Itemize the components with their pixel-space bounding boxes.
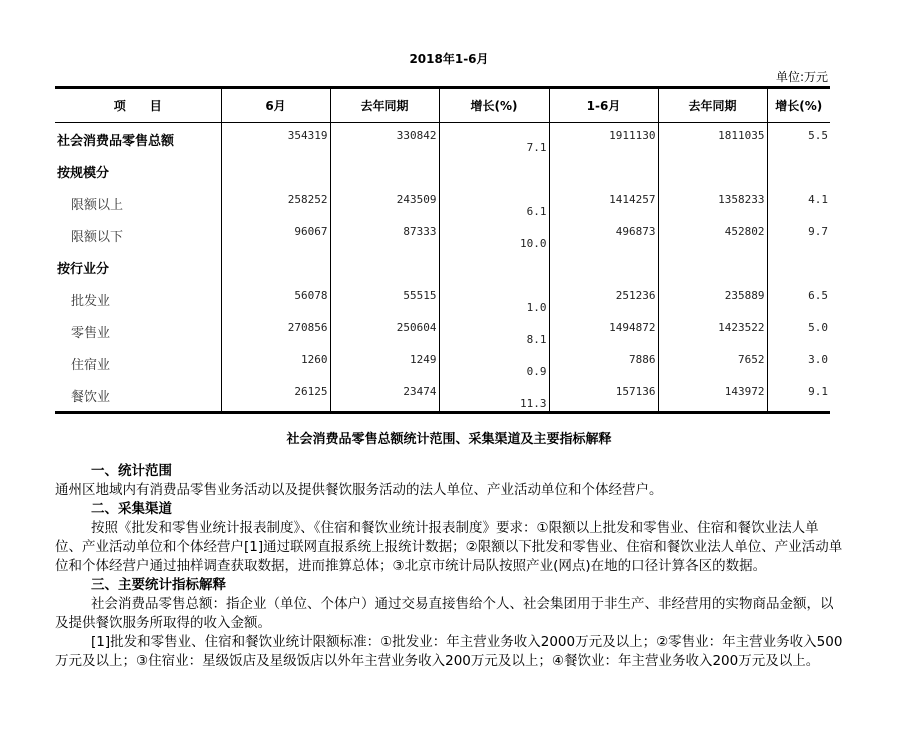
section1-heading: 一、统计范围 xyxy=(91,463,172,479)
section3-text-threshold: [1]批发和零售业、住宿和餐饮业统计限额标准：①批发业：年主营业务收入2000万元及以上；②零售业：年主营业务收入500万元及以上；③住宿业：星级饭店及星级饭店以外年主营业务收入200万元及以上；④餐饮业：年主营业务收入200万元及以上。 xyxy=(55,634,843,669)
june-value xyxy=(221,251,330,283)
june-growth-value: 6.1 xyxy=(439,187,549,219)
june-value: 354319 xyxy=(221,123,330,156)
june-last-year-value: 87333 xyxy=(330,219,439,251)
june-last-year-value: 23474 xyxy=(330,379,439,413)
table-row xyxy=(55,347,830,379)
june-value: 96067 xyxy=(221,219,330,251)
row-label: 社会消费品零售总额 xyxy=(57,133,175,149)
jan-jun-last-year-value: 452802 xyxy=(658,219,767,251)
june-last-year-value xyxy=(330,251,439,283)
section2-heading: 二、采集渠道 xyxy=(91,501,172,517)
jan-jun-growth-value: 5.0 xyxy=(767,315,830,347)
jan-jun-last-year-value: 1423522 xyxy=(658,315,767,347)
june-growth-value: 8.1 xyxy=(439,315,549,347)
jan-jun-value: 251236 xyxy=(549,283,658,315)
table-row xyxy=(55,155,830,187)
jan-jun-growth-value: 9.1 xyxy=(767,379,830,413)
june-growth-value: 0.9 xyxy=(439,347,549,379)
retail-sales-table xyxy=(55,86,830,414)
june-last-year-value: 243509 xyxy=(330,187,439,219)
section1-text: 通州区地域内有消费品零售业务活动以及提供餐饮服务活动的法人单位、产业活动单位和个体经营户。 xyxy=(55,482,663,498)
report-title: 2018年1-6月 xyxy=(409,52,489,66)
jan-jun-last-year-value: 7652 xyxy=(658,347,767,379)
section3-text-definition: 社会消费品零售总额：指企业（单位、个体户）通过交易直接售给个人、社会集团用于非生产、非经营用的实物商品金额，以及提供餐饮服务所取得的收入金额。 xyxy=(55,596,834,631)
table-row xyxy=(55,283,830,315)
table-row xyxy=(55,219,830,251)
section3-heading: 三、主要统计指标解释 xyxy=(91,577,226,593)
june-growth-value: 10.0 xyxy=(439,219,549,251)
row-label: 限额以下 xyxy=(71,229,124,245)
header-jan-jun-growth: 增长(%) xyxy=(767,88,830,123)
header-june: 6月 xyxy=(221,88,330,123)
june-value xyxy=(221,155,330,187)
jan-jun-value: 1911130 xyxy=(549,123,658,156)
jan-jun-growth-value: 4.1 xyxy=(767,187,830,219)
june-last-year-value: 1249 xyxy=(330,347,439,379)
jan-jun-value: 496873 xyxy=(549,219,658,251)
jan-jun-value: 7886 xyxy=(549,347,658,379)
section2-text: 按照《批发和零售业统计报表制度》、《住宿和餐饮业统计报表制度》要求：①限额以上批发和零售业、住宿和餐饮业法人单位、产业活动单位和个体经营户[1]通过联网直报系统上报统计数据；②限额以下批发和零售业、住宿和餐饮业法人单位、产业活动单位和个体经营户通过抽样调查获取数据，进而推算总体；③北京市统计局队按照产业(网点)在地的口径计算各区的数据。 xyxy=(55,520,843,574)
row-label: 按行业分 xyxy=(57,261,110,277)
jan-jun-value: 1494872 xyxy=(549,315,658,347)
june-last-year-value: 330842 xyxy=(330,123,439,156)
jan-jun-growth-value: 6.5 xyxy=(767,283,830,315)
jan-jun-last-year-value: 1358233 xyxy=(658,187,767,219)
june-growth-value xyxy=(439,155,549,187)
header-june-growth: 增长(%) xyxy=(439,88,549,123)
jan-jun-value xyxy=(549,155,658,187)
row-label: 限额以上 xyxy=(71,197,124,213)
header-jan-jun: 1-6月 xyxy=(549,88,658,123)
jan-jun-last-year-value xyxy=(658,155,767,187)
jan-jun-growth-value: 3.0 xyxy=(767,347,830,379)
june-growth-value xyxy=(439,251,549,283)
jan-jun-growth-value: 5.5 xyxy=(767,123,830,156)
june-last-year-value: 250604 xyxy=(330,315,439,347)
header-jan-jun-last-year: 去年同期 xyxy=(658,88,767,123)
table-row xyxy=(55,379,830,413)
jan-jun-value: 1414257 xyxy=(549,187,658,219)
header-item: 项 目 xyxy=(55,88,221,123)
row-label: 住宿业 xyxy=(71,357,111,373)
jan-jun-last-year-value xyxy=(658,251,767,283)
jan-jun-last-year-value: 1811035 xyxy=(658,123,767,156)
header-june-last-year: 去年同期 xyxy=(330,88,439,123)
jan-jun-value xyxy=(549,251,658,283)
june-growth-value: 1.0 xyxy=(439,283,549,315)
table-row xyxy=(55,187,830,219)
jan-jun-last-year-value: 143972 xyxy=(658,379,767,413)
june-growth-value: 11.3 xyxy=(439,379,549,413)
june-value: 26125 xyxy=(221,379,330,413)
notes-body xyxy=(55,462,845,671)
table-row xyxy=(55,123,830,156)
row-label: 零售业 xyxy=(71,325,111,341)
june-value: 258252 xyxy=(221,187,330,219)
row-label: 按规模分 xyxy=(57,165,110,181)
june-value: 1260 xyxy=(221,347,330,379)
june-growth-value: 7.1 xyxy=(439,123,549,156)
jan-jun-growth-value xyxy=(767,251,830,283)
table-row xyxy=(55,315,830,347)
row-label: 批发业 xyxy=(71,293,111,309)
jan-jun-growth-value xyxy=(767,155,830,187)
jan-jun-value: 157136 xyxy=(549,379,658,413)
june-value: 56078 xyxy=(221,283,330,315)
jan-jun-last-year-value: 235889 xyxy=(658,283,767,315)
table-row xyxy=(55,251,830,283)
row-label: 餐饮业 xyxy=(55,379,221,413)
june-last-year-value: 55515 xyxy=(330,283,439,315)
notes-title: 社会消费品零售总额统计范围、采集渠道及主要指标解释 xyxy=(286,432,612,447)
jan-jun-growth-value: 9.7 xyxy=(767,219,830,251)
june-value: 270856 xyxy=(221,315,330,347)
unit-label: 单位:万元 xyxy=(775,70,828,84)
table-header-row xyxy=(55,88,830,123)
june-last-year-value xyxy=(330,155,439,187)
